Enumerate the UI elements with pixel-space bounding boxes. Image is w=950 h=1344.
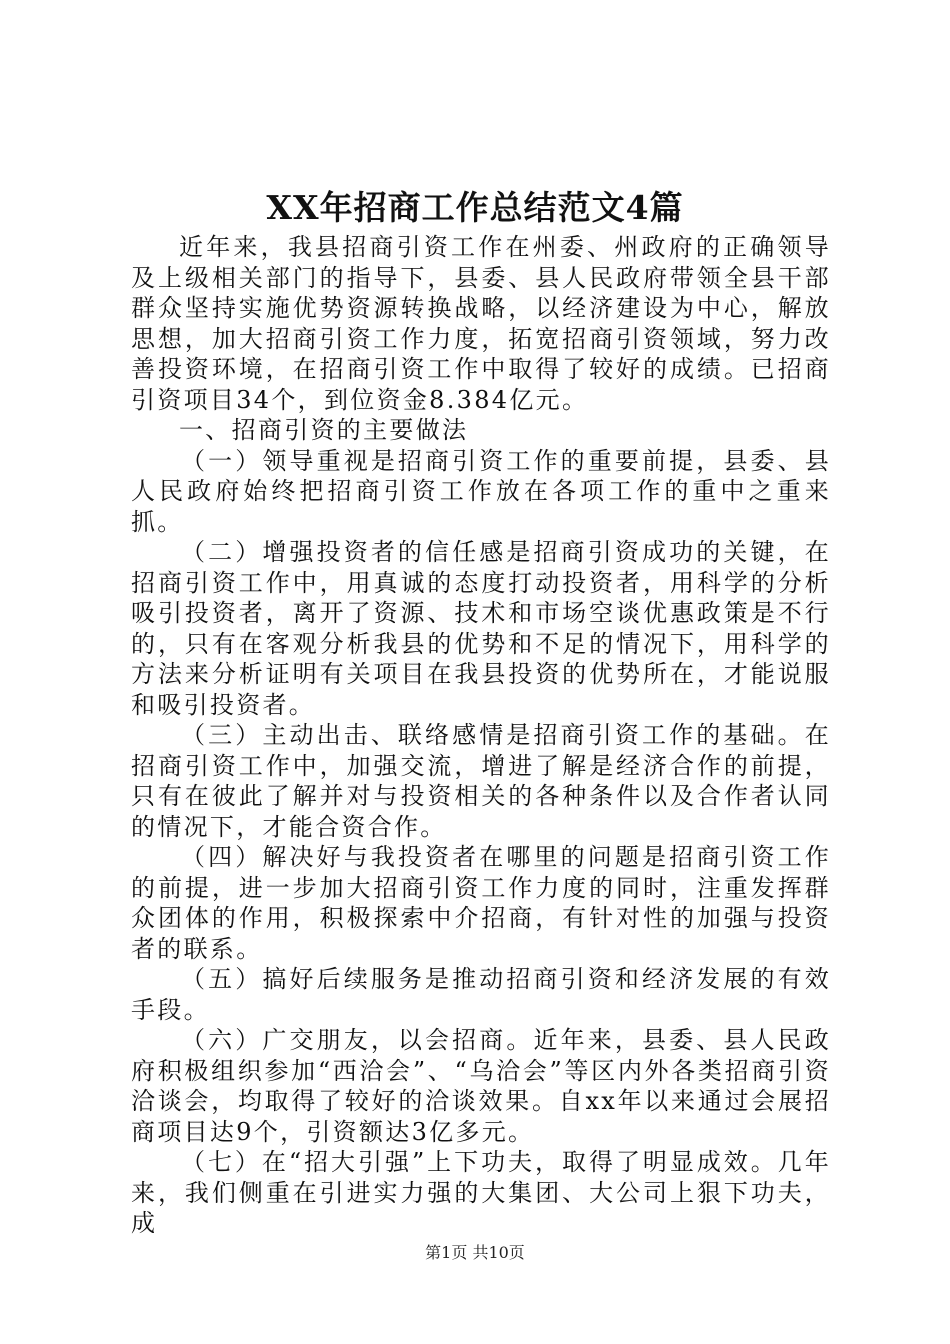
paragraph-item-6: （六）广交朋友，以会招商。近年来，县委、县人民政府积极组织参加“西洽会”、“乌洽会”等区内外各类招商引资洽谈会，均取得了较好的洽谈效果。自xx年以来通过会展招商项目达9个，引资额达3亿多元。 (131, 1026, 831, 1146)
page-indicator: 第1页 共10页 (425, 1243, 525, 1262)
document-body (131, 232, 831, 1239)
paragraph-item-1: （一）领导重视是招商引资工作的重要前提，县委、县人民政府始终把招商引资工作放在各项工作的重中之重来抓。 (131, 446, 831, 536)
paragraph-item-4: （四）解决好与我投资者在哪里的问题是招商引资工作的前提，进一步加大招商引资工作力度的同时，注重发挥群众团体的作用，积极探索中介招商，有针对性的加强与投资者的联系。 (131, 843, 831, 963)
paragraph-item-5: （五）搞好后续服务是推动招商引资和经济发展的有效手段。 (131, 965, 831, 1024)
paragraph-item-7: （七）在“招大引强”上下功夫，取得了明显成效。几年来，我们侧重在引进实力强的大集团、大公司上狠下功夫，成 (131, 1148, 831, 1237)
paragraph-intro: 近年来，我县招商引资工作在州委、州政府的正确领导及上级相关部门的指导下，县委、县人民政府带领全县干部群众坚持实施优势资源转换战略，以经济建设为中心，解放思想，加大招商引资工作力度，拓宽招商引资领域，努力改善投资环境，在招商引资工作中取得了较好的成绩。已招商引资项目34个，到位资金8.384亿元。 (131, 233, 831, 414)
section-heading: 一、招商引资的主要做法 (179, 416, 469, 444)
paragraph-item-3: （三）主动出击、联络感情是招商引资工作的基础。在招商引资工作中，加强交流，增进了解是经济合作的前提，只有在彼此了解并对与投资相关的各种条件以及合作者认同的情况下，才能合资合作。 (131, 721, 831, 841)
paragraph-item-2: （二）增强投资者的信任感是招商引资成功的关键，在招商引资工作中，用真诚的态度打动投资者，用科学的分析吸引投资者，离开了资源、技术和市场空谈优惠政策是不行的，只有在客观分析我县的优势和不足的情况下，用科学的方法来分析证明有关项目在我县投资的优势所在，才能说服和吸引投资者。 (131, 538, 831, 719)
document-title: XX年招商工作总结范文4篇 (266, 188, 684, 227)
